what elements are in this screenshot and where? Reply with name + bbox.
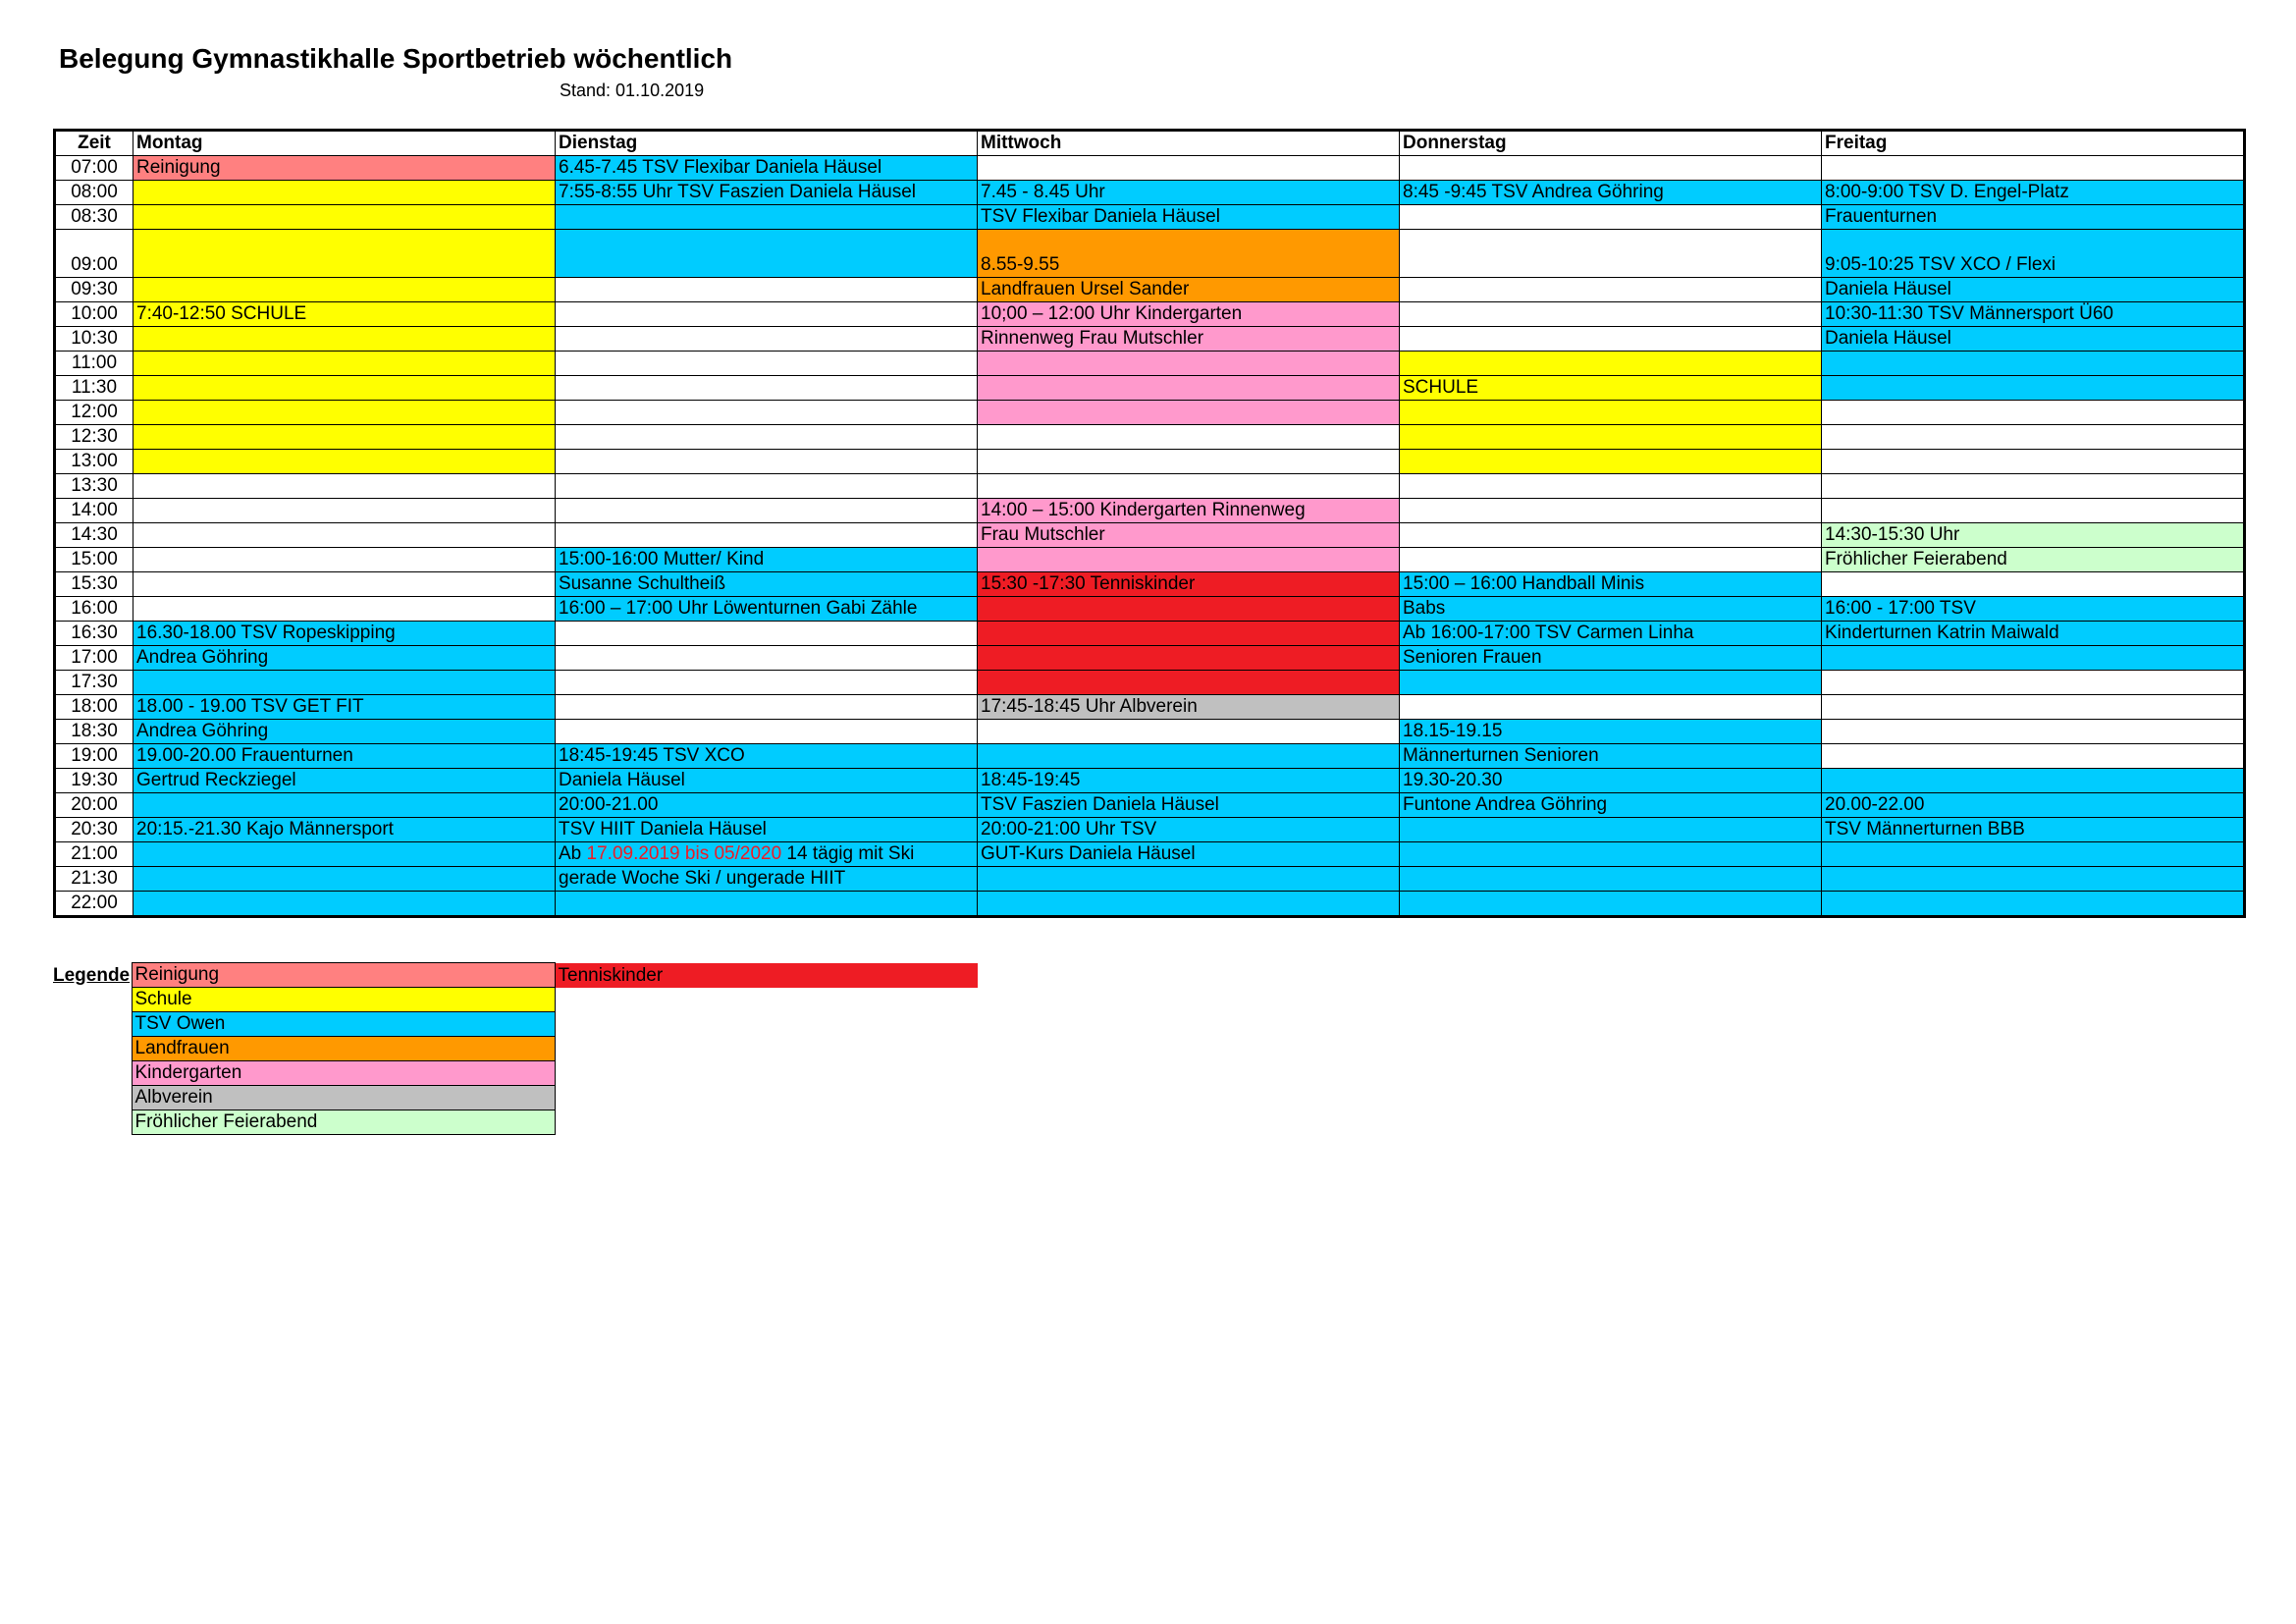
legend-spacer bbox=[53, 1012, 132, 1037]
schedule-body bbox=[55, 156, 2245, 917]
time-cell: 18:00 bbox=[55, 695, 133, 720]
schedule-row bbox=[55, 474, 2245, 499]
header-mittwoch: Mittwoch bbox=[978, 131, 1400, 156]
cell-dienstag: Susanne Schultheiß bbox=[556, 572, 978, 597]
cell-montag: 18.00 - 19.00 TSV GET FIT bbox=[133, 695, 556, 720]
cell-freitag: TSV Männerturnen BBB bbox=[1822, 818, 2245, 842]
cell-freitag bbox=[1822, 842, 2245, 867]
cell-freitag: Frauenturnen bbox=[1822, 205, 2245, 230]
schedule-row bbox=[55, 867, 2245, 892]
cell-mittwoch: TSV Flexibar Daniela Häusel bbox=[978, 205, 1400, 230]
legend bbox=[53, 962, 978, 1135]
time-cell: 07:00 bbox=[55, 156, 133, 181]
legend-empty bbox=[555, 1061, 978, 1086]
cell-montag: 20:15.-21.30 Kajo Männersport bbox=[133, 818, 556, 842]
legend-item: Landfrauen bbox=[132, 1037, 555, 1061]
cell-donnerstag bbox=[1400, 695, 1822, 720]
cell-donnerstag bbox=[1400, 205, 1822, 230]
cell-text-part: 17.09.2019 bis 05/2020 bbox=[586, 843, 782, 864]
time-cell: 20:00 bbox=[55, 793, 133, 818]
cell-montag bbox=[133, 278, 556, 302]
schedule-row bbox=[55, 499, 2245, 523]
cell-dienstag bbox=[556, 695, 978, 720]
cell-donnerstag: SCHULE bbox=[1400, 376, 1822, 401]
legend-row bbox=[53, 1061, 978, 1086]
legend-row bbox=[53, 1037, 978, 1061]
time-cell: 20:30 bbox=[55, 818, 133, 842]
cell-dienstag bbox=[556, 892, 978, 917]
time-cell: 19:00 bbox=[55, 744, 133, 769]
cell-dienstag bbox=[556, 474, 978, 499]
cell-mittwoch: GUT-Kurs Daniela Häusel bbox=[978, 842, 1400, 867]
cell-donnerstag bbox=[1400, 230, 1822, 278]
cell-donnerstag bbox=[1400, 474, 1822, 499]
cell-freitag bbox=[1822, 450, 2245, 474]
cell-dienstag bbox=[556, 523, 978, 548]
cell-freitag bbox=[1822, 499, 2245, 523]
schedule-row bbox=[55, 793, 2245, 818]
schedule-row bbox=[55, 646, 2245, 671]
cell-freitag: 20.00-22.00 bbox=[1822, 793, 2245, 818]
schedule-row bbox=[55, 720, 2245, 744]
schedule-row bbox=[55, 327, 2245, 352]
cell-freitag: Daniela Häusel bbox=[1822, 327, 2245, 352]
cell-dienstag bbox=[556, 278, 978, 302]
legend-empty bbox=[555, 1086, 978, 1110]
cell-montag bbox=[133, 205, 556, 230]
cell-mittwoch bbox=[978, 597, 1400, 622]
legend-item: Reinigung bbox=[132, 963, 555, 988]
time-cell: 16:00 bbox=[55, 597, 133, 622]
cell-mittwoch bbox=[978, 744, 1400, 769]
cell-dienstag: 15:00-16:00 Mutter/ Kind bbox=[556, 548, 978, 572]
cell-donnerstag bbox=[1400, 327, 1822, 352]
cell-donnerstag bbox=[1400, 548, 1822, 572]
cell-mittwoch: 18:45-19:45 bbox=[978, 769, 1400, 793]
cell-text-part: 14 tägig mit Ski bbox=[781, 843, 915, 864]
cell-dienstag bbox=[556, 352, 978, 376]
time-cell: 16:30 bbox=[55, 622, 133, 646]
cell-freitag: 8:00-9:00 TSV D. Engel-Platz bbox=[1822, 181, 2245, 205]
cell-mittwoch: Frau Mutschler bbox=[978, 523, 1400, 548]
header-donnerstag: Donnerstag bbox=[1400, 131, 1822, 156]
legend-spacer bbox=[53, 1086, 132, 1110]
cell-dienstag bbox=[556, 376, 978, 401]
cell-montag: Reinigung bbox=[133, 156, 556, 181]
cell-donnerstag bbox=[1400, 818, 1822, 842]
cell-montag bbox=[133, 352, 556, 376]
cell-freitag bbox=[1822, 671, 2245, 695]
legend-row bbox=[53, 1012, 978, 1037]
cell-dienstag: 16:00 – 17:00 Uhr Löwenturnen Gabi Zähle bbox=[556, 597, 978, 622]
cell-mittwoch bbox=[978, 548, 1400, 572]
time-cell: 14:00 bbox=[55, 499, 133, 523]
cell-freitag: 10:30-11:30 TSV Männersport Ü60 bbox=[1822, 302, 2245, 327]
cell-freitag bbox=[1822, 892, 2245, 917]
cell-dienstag bbox=[556, 499, 978, 523]
cell-montag bbox=[133, 793, 556, 818]
legend-empty bbox=[555, 1012, 978, 1037]
cell-donnerstag: 18.15-19.15 bbox=[1400, 720, 1822, 744]
cell-dienstag: Daniela Häusel bbox=[556, 769, 978, 793]
cell-donnerstag: Senioren Frauen bbox=[1400, 646, 1822, 671]
schedule-row bbox=[55, 523, 2245, 548]
cell-freitag bbox=[1822, 156, 2245, 181]
legend-spacer bbox=[53, 1061, 132, 1086]
cell-dienstag bbox=[556, 302, 978, 327]
schedule-row bbox=[55, 769, 2245, 793]
cell-mittwoch: 14:00 – 15:00 Kindergarten Rinnenweg bbox=[978, 499, 1400, 523]
cell-freitag: 14:30-15:30 Uhr bbox=[1822, 523, 2245, 548]
legend-spacer bbox=[53, 1037, 132, 1061]
cell-donnerstag: Babs bbox=[1400, 597, 1822, 622]
cell-freitag: Daniela Häusel bbox=[1822, 278, 2245, 302]
cell-mittwoch bbox=[978, 156, 1400, 181]
legend-row bbox=[53, 1110, 978, 1135]
cell-dienstag: 7:55-8:55 Uhr TSV Faszien Daniela Häusel bbox=[556, 181, 978, 205]
cell-mittwoch: TSV Faszien Daniela Häusel bbox=[978, 793, 1400, 818]
cell-donnerstag bbox=[1400, 425, 1822, 450]
cell-montag: Andrea Göhring bbox=[133, 646, 556, 671]
schedule-row bbox=[55, 548, 2245, 572]
time-cell: 12:00 bbox=[55, 401, 133, 425]
schedule-row bbox=[55, 425, 2245, 450]
cell-freitag bbox=[1822, 867, 2245, 892]
cell-montag bbox=[133, 597, 556, 622]
cell-mittwoch bbox=[978, 450, 1400, 474]
cell-freitag bbox=[1822, 474, 2245, 499]
cell-donnerstag bbox=[1400, 401, 1822, 425]
cell-freitag bbox=[1822, 744, 2245, 769]
schedule-row bbox=[55, 450, 2245, 474]
time-cell: 17:00 bbox=[55, 646, 133, 671]
legend-item-tenniskinder: Tenniskinder bbox=[555, 963, 978, 988]
legend-label: Legende bbox=[53, 964, 131, 986]
cell-freitag: Kinderturnen Katrin Maiwald bbox=[1822, 622, 2245, 646]
time-cell: 11:30 bbox=[55, 376, 133, 401]
cell-donnerstag: Ab 16:00-17:00 TSV Carmen Linha bbox=[1400, 622, 1822, 646]
schedule-row bbox=[55, 230, 2245, 278]
cell-donnerstag bbox=[1400, 352, 1822, 376]
cell-mittwoch: 8.55-9.55 bbox=[978, 230, 1400, 278]
header-row bbox=[55, 131, 2245, 156]
cell-freitag bbox=[1822, 646, 2245, 671]
schedule-row bbox=[55, 622, 2245, 646]
legend-body bbox=[53, 963, 978, 1135]
legend-item: Fröhlicher Feierabend bbox=[132, 1110, 555, 1135]
time-cell: 08:30 bbox=[55, 205, 133, 230]
cell-donnerstag: Männerturnen Senioren bbox=[1400, 744, 1822, 769]
cell-montag: 7:40-12:50 SCHULE bbox=[133, 302, 556, 327]
cell-donnerstag: 19.30-20.30 bbox=[1400, 769, 1822, 793]
cell-dienstag bbox=[556, 622, 978, 646]
schedule-row bbox=[55, 744, 2245, 769]
header-zeit: Zeit bbox=[55, 131, 133, 156]
schedule-row bbox=[55, 818, 2245, 842]
legend-row bbox=[53, 1086, 978, 1110]
time-cell: 11:00 bbox=[55, 352, 133, 376]
cell-dienstag bbox=[556, 646, 978, 671]
cell-freitag bbox=[1822, 425, 2245, 450]
cell-freitag bbox=[1822, 695, 2245, 720]
cell-dienstag bbox=[556, 425, 978, 450]
cell-montag: 16.30-18.00 TSV Ropeskipping bbox=[133, 622, 556, 646]
cell-montag bbox=[133, 548, 556, 572]
legend-spacer bbox=[53, 988, 132, 1012]
legend-item: Schule bbox=[132, 988, 555, 1012]
cell-mittwoch bbox=[978, 401, 1400, 425]
cell-freitag bbox=[1822, 720, 2245, 744]
cell-dienstag: 20:00-21.00 bbox=[556, 793, 978, 818]
cell-dienstag bbox=[556, 720, 978, 744]
cell-montag bbox=[133, 181, 556, 205]
schedule-row bbox=[55, 181, 2245, 205]
cell-mittwoch bbox=[978, 671, 1400, 695]
cell-freitag bbox=[1822, 572, 2245, 597]
cell-dienstag bbox=[556, 842, 978, 867]
time-cell: 19:30 bbox=[55, 769, 133, 793]
legend-item: Albverein bbox=[132, 1086, 555, 1110]
legend-empty bbox=[555, 1110, 978, 1135]
cell-mittwoch bbox=[978, 646, 1400, 671]
cell-montag bbox=[133, 474, 556, 499]
cell-dienstag bbox=[556, 450, 978, 474]
time-cell: 22:00 bbox=[55, 892, 133, 917]
schedule-row bbox=[55, 671, 2245, 695]
cell-montag bbox=[133, 425, 556, 450]
cell-mittwoch bbox=[978, 425, 1400, 450]
cell-dienstag: 18:45-19:45 TSV XCO bbox=[556, 744, 978, 769]
time-cell: 10:00 bbox=[55, 302, 133, 327]
cell-montag bbox=[133, 450, 556, 474]
legend-item: Kindergarten bbox=[132, 1061, 555, 1086]
cell-mittwoch bbox=[978, 474, 1400, 499]
cell-donnerstag bbox=[1400, 302, 1822, 327]
stand-date: Stand: 01.10.2019 bbox=[560, 81, 705, 100]
legend-empty bbox=[555, 1037, 978, 1061]
time-cell: 17:30 bbox=[55, 671, 133, 695]
cell-mittwoch bbox=[978, 720, 1400, 744]
schedule-row bbox=[55, 205, 2245, 230]
schedule-row bbox=[55, 842, 2245, 867]
schedule-row bbox=[55, 401, 2245, 425]
cell-donnerstag bbox=[1400, 450, 1822, 474]
cell-freitag: Fröhlicher Feierabend bbox=[1822, 548, 2245, 572]
cell-donnerstag bbox=[1400, 892, 1822, 917]
cell-dienstag bbox=[556, 401, 978, 425]
cell-donnerstag bbox=[1400, 671, 1822, 695]
cell-dienstag: 6.45-7.45 TSV Flexibar Daniela Häusel bbox=[556, 156, 978, 181]
schedule-row bbox=[55, 278, 2245, 302]
time-cell: 10:30 bbox=[55, 327, 133, 352]
cell-donnerstag bbox=[1400, 499, 1822, 523]
cell-freitag bbox=[1822, 401, 2245, 425]
cell-donnerstag: 8:45 -9:45 TSV Andrea Göhring bbox=[1400, 181, 1822, 205]
cell-donnerstag bbox=[1400, 523, 1822, 548]
cell-montag bbox=[133, 376, 556, 401]
cell-mittwoch: 7.45 - 8.45 Uhr bbox=[978, 181, 1400, 205]
time-cell: 21:30 bbox=[55, 867, 133, 892]
time-cell: 15:30 bbox=[55, 572, 133, 597]
cell-montag bbox=[133, 230, 556, 278]
cell-mittwoch: 15:30 -17:30 Tenniskinder bbox=[978, 572, 1400, 597]
cell-dienstag bbox=[556, 671, 978, 695]
cell-donnerstag: Funtone Andrea Göhring bbox=[1400, 793, 1822, 818]
cell-montag bbox=[133, 842, 556, 867]
legend-empty bbox=[555, 988, 978, 1012]
schedule-row bbox=[55, 597, 2245, 622]
cell-montag bbox=[133, 892, 556, 917]
cell-mittwoch: 20:00-21:00 Uhr TSV bbox=[978, 818, 1400, 842]
cell-dienstag bbox=[556, 230, 978, 278]
cell-dienstag bbox=[556, 205, 978, 230]
cell-montag: Andrea Göhring bbox=[133, 720, 556, 744]
cell-donnerstag bbox=[1400, 278, 1822, 302]
time-cell: 13:30 bbox=[55, 474, 133, 499]
cell-montag bbox=[133, 327, 556, 352]
time-cell: 09:00 bbox=[55, 230, 133, 278]
cell-mittwoch bbox=[978, 622, 1400, 646]
schedule-row bbox=[55, 376, 2245, 401]
cell-freitag bbox=[1822, 769, 2245, 793]
cell-freitag bbox=[1822, 352, 2245, 376]
header-dienstag: Dienstag bbox=[556, 131, 978, 156]
schedule-row bbox=[55, 892, 2245, 917]
schedule-row bbox=[55, 156, 2245, 181]
time-cell: 09:30 bbox=[55, 278, 133, 302]
cell-montag: 19.00-20.00 Frauenturnen bbox=[133, 744, 556, 769]
cell-freitag: 16:00 - 17:00 TSV bbox=[1822, 597, 2245, 622]
cell-freitag bbox=[1822, 376, 2245, 401]
cell-mittwoch bbox=[978, 892, 1400, 917]
cell-mittwoch: Landfrauen Ursel Sander bbox=[978, 278, 1400, 302]
time-cell: 08:00 bbox=[55, 181, 133, 205]
cell-montag bbox=[133, 523, 556, 548]
legend-row bbox=[53, 963, 978, 988]
header-freitag: Freitag bbox=[1822, 131, 2245, 156]
cell-mittwoch: 10;00 – 12:00 Uhr Kindergarten bbox=[978, 302, 1400, 327]
cell-dienstag: TSV HIIT Daniela Häusel bbox=[556, 818, 978, 842]
cell-text-part: Ab bbox=[559, 843, 587, 864]
time-cell: 13:00 bbox=[55, 450, 133, 474]
legend-item: TSV Owen bbox=[132, 1012, 555, 1037]
cell-donnerstag: 15:00 – 16:00 Handball Minis bbox=[1400, 572, 1822, 597]
legend-row bbox=[53, 988, 978, 1012]
cell-montag bbox=[133, 499, 556, 523]
schedule-table bbox=[53, 129, 2246, 918]
cell-donnerstag bbox=[1400, 842, 1822, 867]
cell-freitag: 9:05-10:25 TSV XCO / Flexi bbox=[1822, 230, 2245, 278]
cell-montag bbox=[133, 671, 556, 695]
cell-montag: Gertrud Reckziegel bbox=[133, 769, 556, 793]
cell-montag bbox=[133, 867, 556, 892]
time-cell: 14:30 bbox=[55, 523, 133, 548]
schedule-row bbox=[55, 352, 2245, 376]
cell-mittwoch bbox=[978, 867, 1400, 892]
cell-donnerstag bbox=[1400, 867, 1822, 892]
cell-montag bbox=[133, 572, 556, 597]
cell-donnerstag bbox=[1400, 156, 1822, 181]
cell-dienstag bbox=[556, 327, 978, 352]
cell-mittwoch bbox=[978, 352, 1400, 376]
cell-mittwoch: Rinnenweg Frau Mutschler bbox=[978, 327, 1400, 352]
cell-montag bbox=[133, 401, 556, 425]
time-cell: 21:00 bbox=[55, 842, 133, 867]
time-cell: 18:30 bbox=[55, 720, 133, 744]
time-cell: 12:30 bbox=[55, 425, 133, 450]
schedule-row bbox=[55, 695, 2245, 720]
schedule-row bbox=[55, 302, 2245, 327]
page-title: Belegung Gymnastikhalle Sportbetrieb wöchentlich bbox=[59, 43, 733, 74]
cell-dienstag: gerade Woche Ski / ungerade HIIT bbox=[556, 867, 978, 892]
schedule-row bbox=[55, 572, 2245, 597]
legend-spacer bbox=[53, 1110, 132, 1135]
cell-mittwoch: 17:45-18:45 Uhr Albverein bbox=[978, 695, 1400, 720]
header-montag: Montag bbox=[133, 131, 556, 156]
time-cell: 15:00 bbox=[55, 548, 133, 572]
cell-mittwoch bbox=[978, 376, 1400, 401]
